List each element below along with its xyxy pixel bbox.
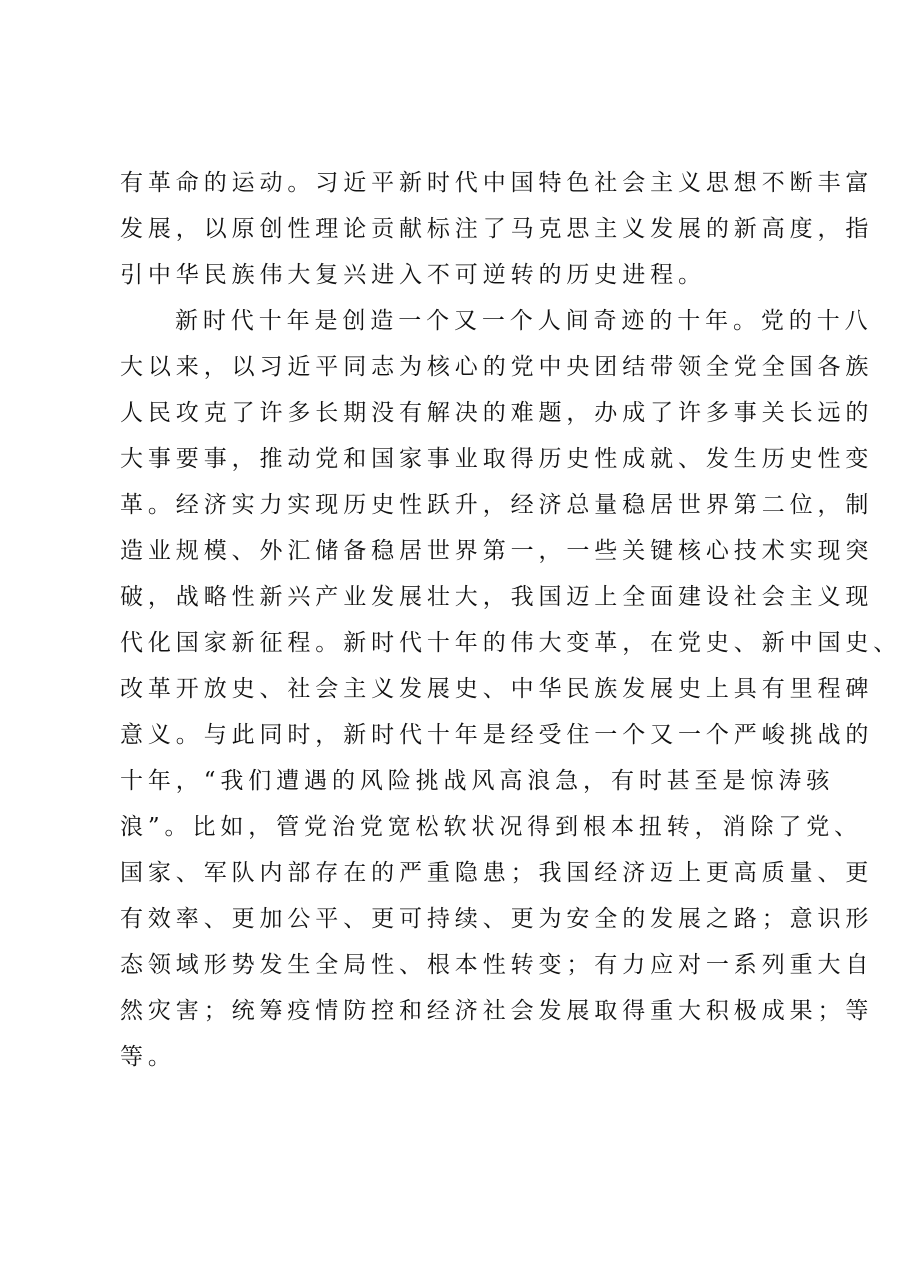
paragraph-line: 等。 [120,1044,176,1070]
paragraph-line: 发展，以原创性理论贡献标注了马克思主义发展的新高度，指 [120,216,874,242]
paragraph-line: 态领域形势发生全局性、根本性转变；有力应对一系列重大自 [120,952,874,978]
paragraph-2 [120,298,902,1080]
paragraph-line: 然灾害；统筹疫情防控和经济社会发展取得重大积极成果；等 [120,998,874,1024]
paragraph-line: 新时代十年是创造一个又一个人间奇迹的十年。党的十八 [175,308,873,334]
paragraph-line: 国家、军队内部存在的严重隐患；我国经济迈上更高质量、更 [120,860,874,886]
paragraph-line: 大事要事，推动党和国家事业取得历史性成就、发生历史性变 [120,446,874,472]
paragraph-line: 意义。与此同时，新时代十年是经受住一个又一个严峻挑战的 [120,722,874,748]
paragraph-line: 革。经济实力实现历史性跃升，经济总量稳居世界第二位，制 [120,492,874,518]
paragraph-line: 代化国家新征程。新时代十年的伟大变革，在党史、新中国史、 [120,630,902,656]
paragraph-line: 引中华民族伟大复兴进入不可逆转的历史进程。 [120,262,706,288]
paragraph-line: 十年，“我们遭遇的风险挑战风高浪急，有时甚至是惊涛骇 [120,768,835,794]
paragraph-line: 有革命的运动。习近平新时代中国特色社会主义思想不断丰富 [120,170,874,196]
document-body [120,160,902,1080]
paragraph-1 [120,160,874,298]
paragraph-line: 改革开放史、社会主义发展史、中华民族发展史上具有里程碑 [120,676,874,702]
paragraph-line: 大以来，以习近平同志为核心的党中央团结带领全党全国各族 [120,354,874,380]
paragraph-line: 人民攻克了许多长期没有解决的难题，办成了许多事关长远的 [120,400,874,426]
paragraph-line: 有效率、更加公平、更可持续、更为安全的发展之路；意识形 [120,906,874,932]
paragraph-line: 造业规模、外汇储备稳居世界第一，一些关键核心技术实现突 [120,538,874,564]
paragraph-line: 浪”。比如，管党治党宽松软状况得到根本扭转，消除了党、 [120,814,863,840]
paragraph-line: 破，战略性新兴产业发展壮大，我国迈上全面建设社会主义现 [120,584,874,610]
